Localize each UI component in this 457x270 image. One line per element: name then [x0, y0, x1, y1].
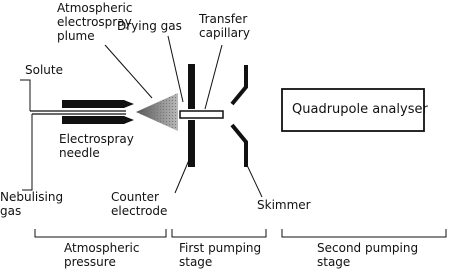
bracket-first-pumping [172, 229, 266, 237]
solute-leader [20, 80, 30, 111]
stage-first-line2: stage [179, 255, 213, 269]
bracket-second-pumping [282, 229, 446, 237]
counter-electrode-upper [188, 64, 195, 109]
capillary-label-line2: capillary [199, 26, 250, 40]
solute-label: Solute [25, 63, 63, 77]
stage-second-line1: Second pumping [317, 241, 419, 255]
stage-second-line2: stage [317, 255, 351, 269]
nebulising-label-line1: Nebulising [0, 190, 64, 204]
stage-second-pumping [317, 241, 418, 269]
stage-atmospheric-line1: Atmospheric [64, 241, 140, 255]
electrode-label-line2: electrode [111, 204, 168, 218]
plume-leader [105, 45, 152, 98]
plume-texture [136, 93, 178, 131]
needle-label-line2: needle [59, 146, 100, 160]
plume-label-line1: Atmospheric [57, 1, 133, 15]
plume-label-line3: plume [57, 29, 95, 43]
skimmer-leader [246, 163, 262, 197]
stage-atmospheric-line2: pressure [64, 255, 116, 269]
nebulising-leader [22, 114, 32, 190]
skimmer-upper [232, 65, 246, 104]
capillary-label-line1: Transfer [199, 12, 248, 26]
stage-first-pumping [179, 241, 261, 269]
counter-electrode-lower [188, 120, 195, 167]
nebulising-gas-label [0, 190, 63, 218]
transfer-capillary-label [199, 12, 250, 40]
skimmer-lower [232, 125, 246, 167]
needle-lower [62, 116, 134, 124]
counter-electrode-label [111, 190, 167, 218]
needle-label [59, 132, 134, 160]
plume-label-line2: electrospray [57, 15, 132, 29]
quadrupole-label: Quadrupole analyser [292, 102, 428, 117]
bracket-atmospheric [35, 229, 166, 237]
electrode-leader [175, 160, 189, 193]
needle-label-line1: Electrospray [59, 132, 134, 146]
skimmer-label: Skimmer [257, 198, 311, 212]
transfer-capillary [180, 111, 223, 118]
electrode-label-line1: Counter [111, 190, 159, 204]
stage-first-line1: First pumping [179, 241, 262, 255]
capillary-leader [205, 45, 222, 109]
drying-gas-label: Drying gas [117, 19, 182, 33]
nebulising-label-line2: gas [0, 204, 22, 218]
needle-upper [62, 100, 134, 108]
stage-atmospheric [64, 241, 139, 269]
drying-gas-leader [168, 36, 183, 102]
